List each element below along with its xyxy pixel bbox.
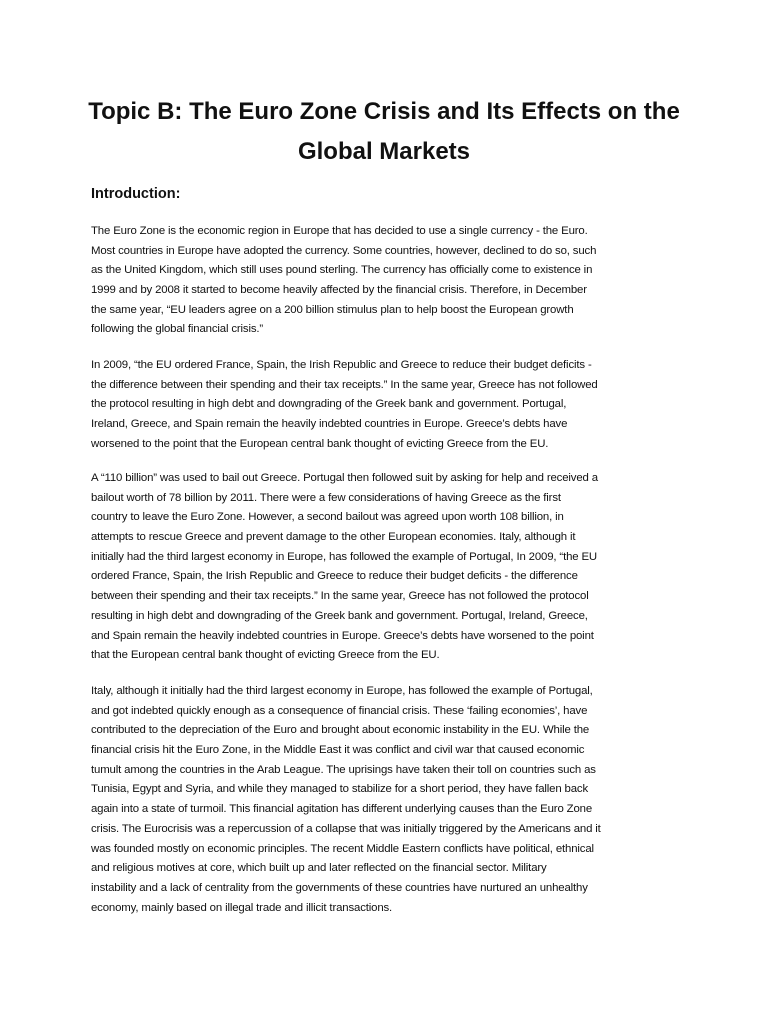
text-line: Tunisia, Egypt and Syria, and while they managed to stabilize for a short period, they have fallen back xyxy=(91,783,589,796)
text-line: worsened to the point that the European central bank thought of evicting Greece from the EU. xyxy=(91,437,549,450)
text-line: initially had the third largest economy in Europe, has followed the example of Portugal, In 2009, “the EU xyxy=(91,550,597,563)
text-line: economy, mainly based on illegal trade and illicit transactions. xyxy=(91,901,393,914)
text-line: The Euro Zone is the economic region in Europe that has decided to use a single currency - the Euro. xyxy=(91,225,588,237)
title-line: Global Markets xyxy=(297,138,471,165)
text-line: instability and a lack of centrality from the governments of these countries have nurtured an unhealthy xyxy=(91,881,588,894)
text-line: again into a state of turmoil. This financial agitation has different underlying causes than the Euro Zone xyxy=(91,803,593,816)
document-title xyxy=(60,92,708,172)
text-line: country to leave the Euro Zone. However, a second bailout was agreed upon worth 108 billion, in xyxy=(91,511,564,524)
paragraph-4 xyxy=(91,682,601,918)
text-line: bailout worth of 78 billion by 2011. There were a few considerations of having Greece as the first xyxy=(91,491,561,504)
text-line: the protocol resulting in high debt and downgrading of the Greek bank and government. Portugal, xyxy=(91,398,567,411)
text-line: crisis. The Eurocrisis was a repercussion of a collapse that was initially triggered by the Americans and it xyxy=(91,822,601,835)
text-line: In 2009, “the EU ordered France, Spain, the Irish Republic and Greece to reduce their budget deficits - xyxy=(91,359,592,371)
text-line: ordered France, Spain, the Irish Republic and Greece to reduce their budget deficits - the difference xyxy=(91,570,578,583)
text-line: and religious motives at core, which built up and later reflected on the financial sector. Military xyxy=(91,862,547,875)
text-line: Ireland, Greece, and Spain remain the heavily indebted countries in Europe. Greece’s debts have xyxy=(91,418,568,431)
text-line: as the United Kingdom, which still uses pound sterling. The currency has officially come to existence in xyxy=(91,264,593,277)
text-line: following the global financial crisis.” xyxy=(91,323,264,336)
text-line: that the European central bank thought of evicting Greece from the EU. xyxy=(91,649,440,662)
text-line: resulting in high debt and downgrading of the Greek bank and government. Portugal, Ireland, Greece, xyxy=(91,609,588,622)
text-line: attempts to rescue Greece and prevent damage to the other European economies. Italy, although it xyxy=(91,531,576,544)
text-line: and got indebted quickly enough as a consequence of financial crisis. These ‘failing economies’, have xyxy=(91,704,588,717)
paragraph-1 xyxy=(91,222,596,340)
text-line: tumult among the countries in the Arab League. The uprisings have taken their toll on countries such as xyxy=(91,763,596,776)
text-line: the difference between their spending and their tax receipts.” In the same year, Greece has not followed xyxy=(91,378,598,391)
text-line: between their spending and their tax receipts.” In the same year, Greece has not followed the protocol xyxy=(91,590,589,603)
text-line: Italy, although it initially had the third largest economy in Europe, has followed the example of Portugal, xyxy=(91,685,593,697)
text-line: Most countries in Europe have adopted the currency. Some countries, however, declined to do so, such xyxy=(91,244,597,257)
text-line: was founded mostly on economic principles. The recent Middle Eastern conflicts have political, ethnical xyxy=(91,842,594,855)
text-line: A “110 billion” was used to bail out Greece. Portugal then followed suit by asking for help and received a xyxy=(91,472,598,484)
text-line: contributed to the depreciation of the Euro and brought about economic instability in the EU. While the xyxy=(91,724,590,737)
text-line: and Spain remain the heavily indebted countries in Europe. Greece’s debts have worsened to the point xyxy=(91,629,594,642)
text-line: financial crisis hit the Euro Zone, in the Middle East it was conflict and civil war that caused economic xyxy=(91,744,585,757)
paragraph-3 xyxy=(91,469,598,666)
text-line: 1999 and by 2008 it started to become heavily affected by the financial crisis. Therefore, in December xyxy=(91,284,587,297)
section-heading: Introduction: xyxy=(91,186,181,202)
paragraph-2 xyxy=(91,356,598,454)
text-line: the same year, “EU leaders agree on a 200 billion stimulus plan to help boost the European growth xyxy=(91,303,574,316)
title-line: Topic B: The Euro Zone Crisis and Its Effects on the xyxy=(88,98,680,125)
